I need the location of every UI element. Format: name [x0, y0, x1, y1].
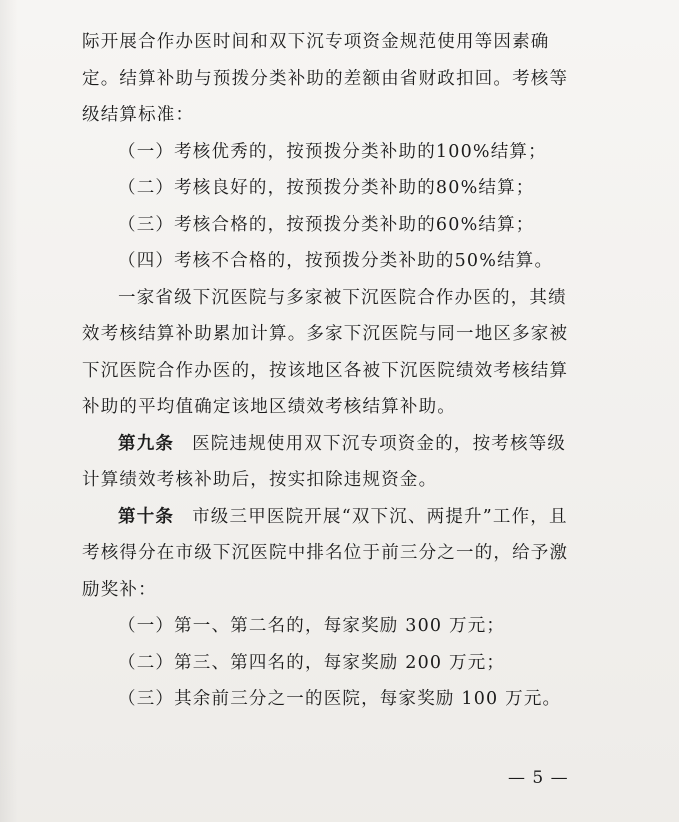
settlement-item-good: （二）考核良好的，按预拨分类补助的80%结算；	[118, 178, 535, 198]
page-number: — 5 —	[508, 768, 569, 788]
article-9-heading: 第九条	[118, 433, 175, 454]
document-body	[82, 24, 580, 718]
paragraph-multi-hospital: 一家省级下沉医院与多家被下沉医院合作办医的，其绩效考核结算补助累加计算。多家下沉医院与同一地区多家被下沉医院合作办医的，按该地区各被下沉医院绩效考核结算补助的平均值确定该地区绩效考核结算补助。	[82, 287, 569, 417]
reward-item-first-second: （一）第一、第二名的，每家奖励 300 万元；	[118, 616, 506, 636]
settlement-item-qualified: （三）考核合格的，按预拨分类补助的60%结算；	[118, 214, 535, 235]
settlement-item-unqualified: （四）考核不合格的，按预拨分类补助的50%结算。	[118, 251, 554, 271]
reward-item-third-fourth: （二）第三、第四名的，每家奖励 200 万元；	[118, 652, 506, 673]
article-9-text: 医院违规使用双下沉专项资金的，按考核等级计算绩效考核补助后，按实扣除违规资金。	[82, 433, 567, 490]
article-10-heading: 第十条	[118, 506, 175, 527]
settlement-item-excellent: （一）考核优秀的，按预拨分类补助的100%结算；	[118, 141, 547, 162]
article-9	[82, 426, 580, 499]
reward-item-remaining: （三）其余前三分之一的医院，每家奖励 100 万元。	[118, 689, 562, 709]
paragraph-settlement-standard: 际开展合作办医时间和双下沉专项资金规范使用等因素确定。结算补助与预拨分类补助的差额由省财政扣回。考核等级结算标准：	[82, 32, 569, 125]
article-10	[82, 499, 580, 609]
article-10-text: 市级三甲医院开展“双下沉、两提升”工作，且考核得分在市级下沉医院中排名位于前三分之一的，给予激励奖补：	[82, 506, 569, 600]
